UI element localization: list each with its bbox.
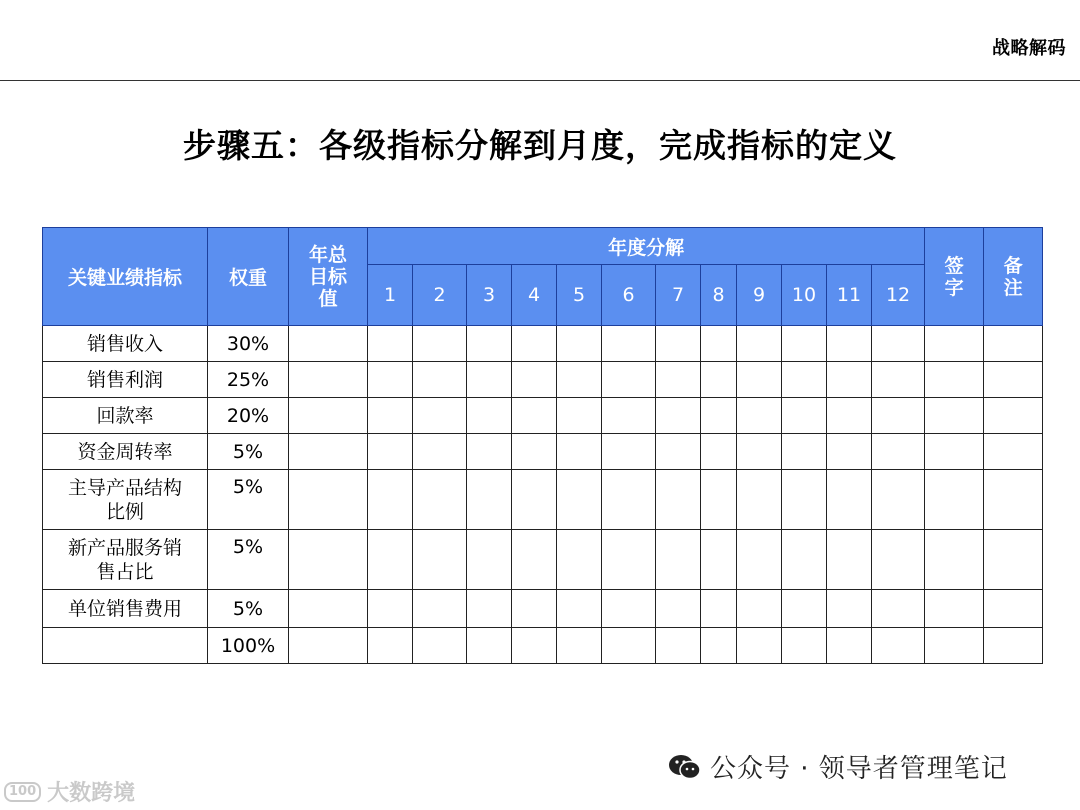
empty-cell: [512, 362, 557, 398]
kpi-name-line1: 回款率: [96, 404, 154, 427]
empty-cell: [368, 434, 413, 470]
empty-cell: [602, 628, 656, 664]
table-row: [43, 326, 1043, 362]
empty-cell: [289, 530, 368, 590]
header-month: 10: [782, 265, 827, 326]
header-month: 1: [368, 265, 413, 326]
empty-cell: [782, 434, 827, 470]
empty-cell: [656, 434, 701, 470]
header-weight: 权重: [208, 228, 289, 326]
empty-cell: [782, 590, 827, 628]
empty-cell: [656, 362, 701, 398]
empty-cell: [602, 326, 656, 362]
table-row: [43, 434, 1043, 470]
empty-cell: [656, 530, 701, 590]
empty-cell: [701, 628, 737, 664]
page-title: 步骤五：各级指标分解到月度，完成指标的定义: [183, 126, 897, 165]
watermark: [4, 776, 135, 807]
empty-cell: [872, 326, 925, 362]
empty-cell: [289, 434, 368, 470]
kpi-weight-cell: 5%: [208, 470, 289, 530]
kpi-weight-cell: 5%: [208, 530, 289, 590]
header-month: 6: [602, 265, 656, 326]
empty-cell: [701, 434, 737, 470]
wechat-footer: [668, 748, 1008, 785]
empty-cell: [827, 590, 872, 628]
empty-cell: [289, 326, 368, 362]
empty-cell: [368, 326, 413, 362]
empty-cell: [701, 470, 737, 530]
header-divider: [0, 80, 1080, 81]
empty-cell: [602, 590, 656, 628]
empty-cell: [413, 590, 467, 628]
empty-cell: [984, 434, 1043, 470]
empty-cell: [984, 628, 1043, 664]
empty-cell: [782, 326, 827, 362]
watermark-text: 大数跨境: [47, 781, 136, 806]
kpi-weight-cell: 20%: [208, 398, 289, 434]
empty-cell: [413, 398, 467, 434]
empty-cell: [984, 398, 1043, 434]
header-annual-target: [289, 228, 368, 326]
kpi-weight-cell: 100%: [208, 628, 289, 664]
empty-cell: [512, 530, 557, 590]
header-notes: [984, 228, 1043, 326]
empty-cell: [872, 434, 925, 470]
empty-cell: [512, 398, 557, 434]
kpi-name-cell: [43, 434, 208, 470]
kpi-name-cell: [43, 530, 208, 590]
kpi-name-line1: 新产品服务销: [67, 536, 182, 559]
empty-cell: [289, 628, 368, 664]
empty-cell: [701, 398, 737, 434]
header-annual-line3: 值: [318, 287, 338, 310]
table-row: [43, 362, 1043, 398]
empty-cell: [368, 362, 413, 398]
empty-cell: [984, 590, 1043, 628]
header-signature: [925, 228, 984, 326]
empty-cell: [701, 362, 737, 398]
empty-cell: [925, 398, 984, 434]
header-month: 4: [512, 265, 557, 326]
empty-cell: [984, 326, 1043, 362]
table-row: [43, 398, 1043, 434]
header-month: 7: [656, 265, 701, 326]
empty-cell: [872, 362, 925, 398]
empty-cell: [827, 362, 872, 398]
empty-cell: [701, 530, 737, 590]
empty-cell: [512, 590, 557, 628]
empty-cell: [413, 326, 467, 362]
empty-cell: [557, 434, 602, 470]
header-annual-breakdown: 年度分解: [368, 228, 925, 265]
wechat-icon: [668, 753, 702, 781]
empty-cell: [289, 590, 368, 628]
kpi-weight-cell: 5%: [208, 434, 289, 470]
empty-cell: [413, 530, 467, 590]
empty-cell: [984, 362, 1043, 398]
empty-cell: [368, 530, 413, 590]
empty-cell: [827, 434, 872, 470]
empty-cell: [602, 398, 656, 434]
kpi-name-line1: 单位销售费用: [67, 597, 182, 620]
kpi-name-cell: [43, 628, 208, 664]
empty-cell: [467, 470, 512, 530]
header-month: 11: [827, 265, 872, 326]
empty-cell: [782, 530, 827, 590]
empty-cell: [467, 362, 512, 398]
empty-cell: [737, 434, 782, 470]
empty-cell: [737, 590, 782, 628]
empty-cell: [827, 326, 872, 362]
empty-cell: [289, 470, 368, 530]
empty-cell: [557, 628, 602, 664]
empty-cell: [656, 326, 701, 362]
table-row: [43, 470, 1043, 530]
kpi-name-cell: [43, 470, 208, 530]
kpi-name-line1: 资金周转率: [77, 440, 173, 463]
header-sign-line1: 签: [944, 254, 964, 277]
header-month: 8: [701, 265, 737, 326]
header-month: 9: [737, 265, 782, 326]
empty-cell: [413, 470, 467, 530]
empty-cell: [925, 326, 984, 362]
empty-cell: [737, 530, 782, 590]
empty-cell: [872, 590, 925, 628]
kpi-weight-cell: 5%: [208, 590, 289, 628]
empty-cell: [925, 628, 984, 664]
empty-cell: [737, 362, 782, 398]
empty-cell: [701, 590, 737, 628]
empty-cell: [925, 590, 984, 628]
kpi-name-cell: [43, 398, 208, 434]
wechat-account-text: 公众号 · 领导者管理笔记: [710, 754, 1008, 784]
empty-cell: [557, 326, 602, 362]
empty-cell: [512, 628, 557, 664]
kpi-name-line1: 销售利润: [86, 368, 163, 391]
empty-cell: [872, 530, 925, 590]
empty-cell: [467, 530, 512, 590]
empty-cell: [602, 434, 656, 470]
header-month: 5: [557, 265, 602, 326]
kpi-name-line1: 销售收入: [86, 332, 163, 355]
empty-cell: [368, 398, 413, 434]
empty-cell: [656, 470, 701, 530]
empty-cell: [872, 398, 925, 434]
empty-cell: [656, 398, 701, 434]
empty-cell: [512, 326, 557, 362]
empty-cell: [557, 590, 602, 628]
empty-cell: [656, 590, 701, 628]
empty-cell: [467, 590, 512, 628]
table-row: [43, 628, 1043, 664]
kpi-name-line2: 比例: [105, 500, 144, 523]
empty-cell: [602, 470, 656, 530]
kpi-name-line2: 售占比: [96, 560, 154, 583]
empty-cell: [557, 530, 602, 590]
header-sign-line2: 字: [944, 276, 964, 299]
empty-cell: [602, 530, 656, 590]
kpi-weight-cell: 30%: [208, 326, 289, 362]
empty-cell: [925, 362, 984, 398]
header-annual-line2: 目标: [308, 265, 347, 288]
empty-cell: [512, 434, 557, 470]
empty-cell: [467, 398, 512, 434]
empty-cell: [925, 434, 984, 470]
header-note-line2: 注: [1003, 276, 1023, 299]
empty-cell: [925, 530, 984, 590]
empty-cell: [368, 590, 413, 628]
empty-cell: [872, 470, 925, 530]
kpi-name-line1: 主导产品结构: [67, 476, 182, 499]
empty-cell: [872, 628, 925, 664]
empty-cell: [827, 398, 872, 434]
empty-cell: [737, 326, 782, 362]
empty-cell: [782, 362, 827, 398]
empty-cell: [557, 362, 602, 398]
empty-cell: [368, 470, 413, 530]
kpi-name-cell: [43, 362, 208, 398]
header-month: 12: [872, 265, 925, 326]
empty-cell: [413, 628, 467, 664]
empty-cell: [925, 470, 984, 530]
empty-cell: [782, 470, 827, 530]
empty-cell: [467, 326, 512, 362]
kpi-name-cell: [43, 326, 208, 362]
empty-cell: [557, 470, 602, 530]
watermark-logo: 100: [4, 782, 41, 802]
empty-cell: [827, 470, 872, 530]
table-row: [43, 530, 1043, 590]
table-row: [43, 590, 1043, 628]
empty-cell: [782, 628, 827, 664]
empty-cell: [827, 530, 872, 590]
empty-cell: [984, 530, 1043, 590]
header-annual-line1: 年总: [308, 243, 347, 266]
kpi-breakdown-table: [42, 227, 1043, 664]
empty-cell: [557, 398, 602, 434]
header-kpi: 关键业绩指标: [43, 228, 208, 326]
empty-cell: [413, 434, 467, 470]
kpi-weight-cell: 25%: [208, 362, 289, 398]
empty-cell: [467, 434, 512, 470]
empty-cell: [289, 362, 368, 398]
kpi-name-cell: [43, 590, 208, 628]
brand-label: 战略解码: [992, 38, 1066, 59]
empty-cell: [737, 628, 782, 664]
empty-cell: [737, 398, 782, 434]
empty-cell: [512, 470, 557, 530]
header-month: 3: [467, 265, 512, 326]
header-month: 2: [413, 265, 467, 326]
empty-cell: [368, 628, 413, 664]
empty-cell: [782, 398, 827, 434]
empty-cell: [413, 362, 467, 398]
empty-cell: [984, 470, 1043, 530]
empty-cell: [467, 628, 512, 664]
empty-cell: [827, 628, 872, 664]
empty-cell: [656, 628, 701, 664]
empty-cell: [737, 470, 782, 530]
empty-cell: [602, 362, 656, 398]
empty-cell: [701, 326, 737, 362]
header-note-line1: 备: [1003, 254, 1023, 277]
empty-cell: [289, 398, 368, 434]
